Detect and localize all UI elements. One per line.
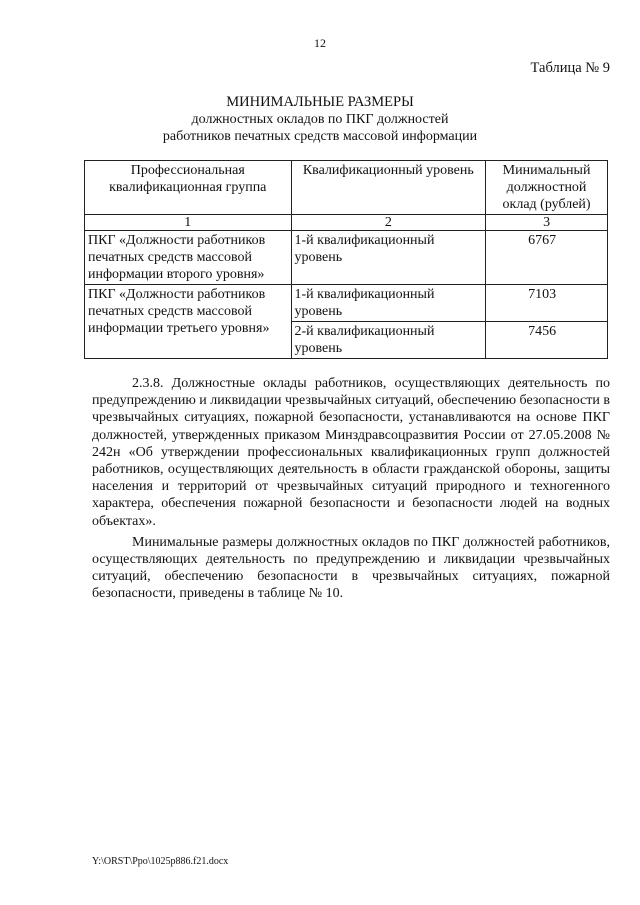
column-number: 1 xyxy=(85,215,292,231)
title-line-2: должностных окладов по ПКГ должностей xyxy=(191,112,449,127)
paragraph-2-3-8: 2.3.8. Должностные оклады работников, осуществляющих деятельность по предупреждению и ликвидации чрезвычайных ситуаций, обеспечению безопасности в чрезвычайных ситуациях, пожарной безопасности, устанавливаются на основе ПКГ должностей, утвержденных приказом Минздравсоцразвития России от 27.05.2008 № 242н «Об утверждении профессиональных квалификационных групп должностей работников, осуществляющих деятельность в области гражданской обороны, защиты населения и территорий от чрезвычайных ситуаций природного и техногенного характера, обеспечения пожарной безопасности и безопасности людей на водных объектах». xyxy=(92,376,610,529)
header-salary: Минимальный должностной оклад (рублей) xyxy=(486,161,608,215)
column-number: 2 xyxy=(291,215,486,231)
salary-cell: 6767 xyxy=(486,231,608,285)
header-level: Квалификационный уровень xyxy=(291,161,486,215)
column-number-row xyxy=(85,215,608,231)
column-number: 3 xyxy=(486,215,608,231)
table-row xyxy=(85,231,608,285)
salary-cell: 7456 xyxy=(486,322,608,359)
header-group: Профессиональная квалификационная группа xyxy=(85,161,292,215)
salary-table xyxy=(84,160,608,359)
title-line-1: МИНИМАЛЬНЫЕ РАЗМЕРЫ xyxy=(226,94,414,110)
title-line-3: работников печатных средств массовой информации xyxy=(162,129,478,144)
table-title xyxy=(0,94,640,145)
file-path-footer: Y:\ORST\Ppo\1025p886.f21.docx xyxy=(92,856,229,867)
table-number-label: Таблица № 9 xyxy=(530,60,610,76)
table-row xyxy=(85,285,608,322)
group-cell: ПКГ «Должности работников печатных средств массовой информации второго уровня» xyxy=(85,231,292,285)
paragraph-reference: Минимальные размеры должностных окладов по ПКГ должностей работников, осуществляющих деятельность по предупреждению и ликвидации чрезвычайных ситуаций, обеспечению безопасности в чрезвычайных ситуациях, пожарной безопасности, приведены в таблице № 10. xyxy=(92,534,610,602)
salary-cell: 7103 xyxy=(486,285,608,322)
level-cell: 1-й квалификационный уровень xyxy=(291,231,486,285)
page-number: 12 xyxy=(314,36,326,50)
level-cell: 1-й квалификационный уровень xyxy=(291,285,486,322)
group-cell: ПКГ «Должности работников печатных средств массовой информации третьего уровня» xyxy=(85,285,292,359)
body-text xyxy=(92,375,610,607)
level-cell: 2-й квалификационный уровень xyxy=(291,322,486,359)
table-header-row xyxy=(85,161,608,215)
